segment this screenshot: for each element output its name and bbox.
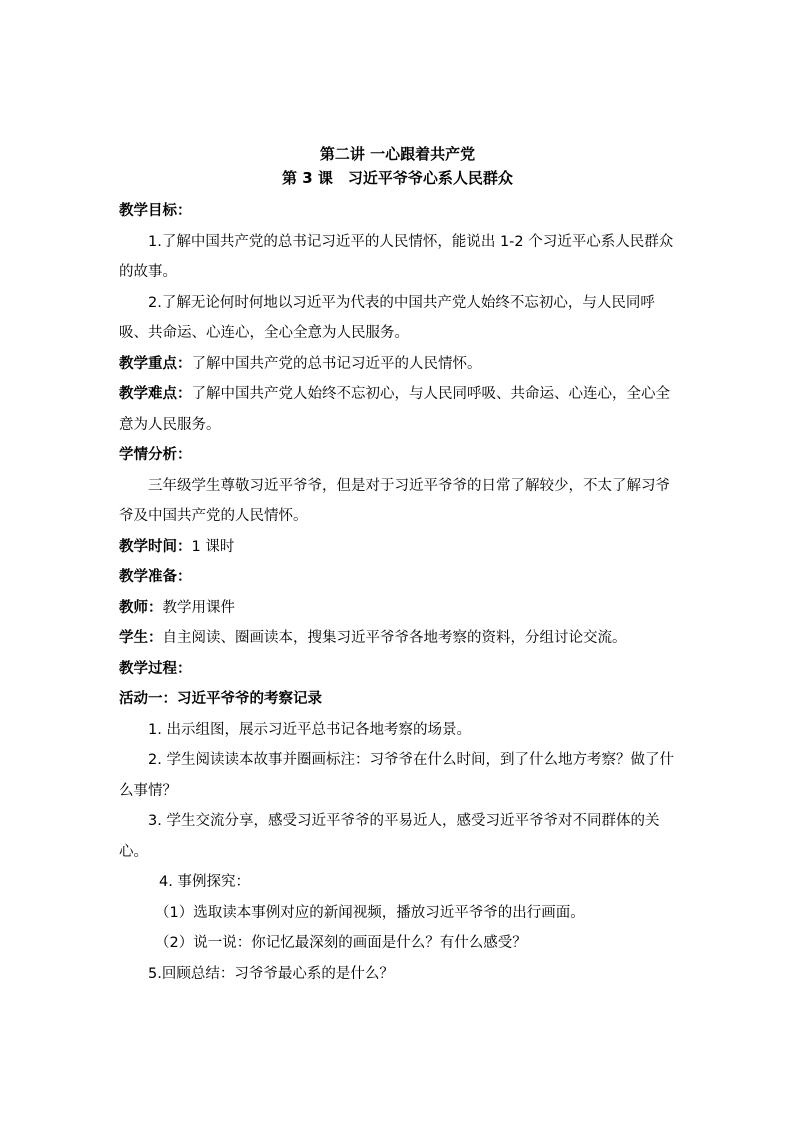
key-point (119, 349, 676, 380)
time-label: 教学时间： (119, 538, 192, 555)
process-heading: 教学过程： (119, 660, 192, 677)
key-point-text: 了解中国共产党的总书记习近平的人民情怀。 (191, 355, 482, 372)
difficulty (119, 379, 676, 440)
student-text: 自主阅读、圈画读本，搜集习近平爷爷各地考察的资料，分组讨论交流。 (162, 630, 627, 646)
step-4: 4. 事例探究： (159, 874, 250, 890)
lesson-title: 第 3 课 习近平爷爷心系人民群众 (282, 169, 513, 187)
goal-1: 1.了解中国共产党的总书记习近平的人民情怀，能说出 1-2 个习近平心系人民群众的故事。 (119, 233, 674, 280)
prep-heading: 教学准备： (119, 569, 192, 585)
student-label: 学生： (119, 630, 163, 646)
time-text: 1 课时 (191, 538, 235, 555)
difficulty-label: 教学难点： (119, 386, 192, 402)
analysis-text: 三年级学生尊敬习近平爷爷，但是对于习近平爷爷的日常了解较少，不太了解习爷爷及中国共产党的人民情怀。 (119, 477, 670, 524)
teacher-text: 教学用课件 (162, 599, 235, 616)
lecture-title: 第二讲 一心跟着共产党 (319, 145, 476, 163)
step-5: 5.回顾总结：习爷爷最心系的是什么？ (148, 965, 394, 982)
lesson-plan-page (119, 140, 676, 989)
goals-heading: 教学目标： (119, 203, 192, 219)
teacher-prep (119, 593, 676, 624)
step-2: 2. 学生阅读读本故事并圈画标注：习爷爷在什么时间，到了什么地方考察？做了什么事情？ (119, 752, 674, 799)
step-1: 1. 出示组图，展示习近平总书记各地考察的场景。 (148, 721, 471, 738)
student-prep (119, 623, 676, 654)
step-4-2: （2）说一说：你记忆最深刻的画面是什么？有什么感受？ (155, 935, 527, 951)
teacher-label: 教师： (119, 599, 163, 616)
difficulty-text: 了解中国共产党人始终不忘初心，与人民同呼吸、共命运、心连心，全心全意为人民服务。 (119, 386, 670, 433)
goal-2: 2.了解无论何时何地以习近平为代表的中国共产党人始终不忘初心，与人民同呼吸、共命运、心连心，全心全意为人民服务。 (119, 294, 655, 341)
key-point-label: 教学重点： (119, 355, 192, 372)
analysis-heading: 学情分析： (119, 447, 192, 463)
step-4-1: （1）选取读本事例对应的新闻视频，播放习近平爷爷的出行画面。 (155, 904, 585, 921)
activity1-heading: 活动一：习近平爷爷的考察记录 (119, 691, 322, 707)
step-3: 3. 学生交流分享，感受习近平爷爷的平易近人，感受习近平爷爷对不同群体的关心。 (119, 813, 660, 860)
teaching-time (119, 532, 676, 563)
